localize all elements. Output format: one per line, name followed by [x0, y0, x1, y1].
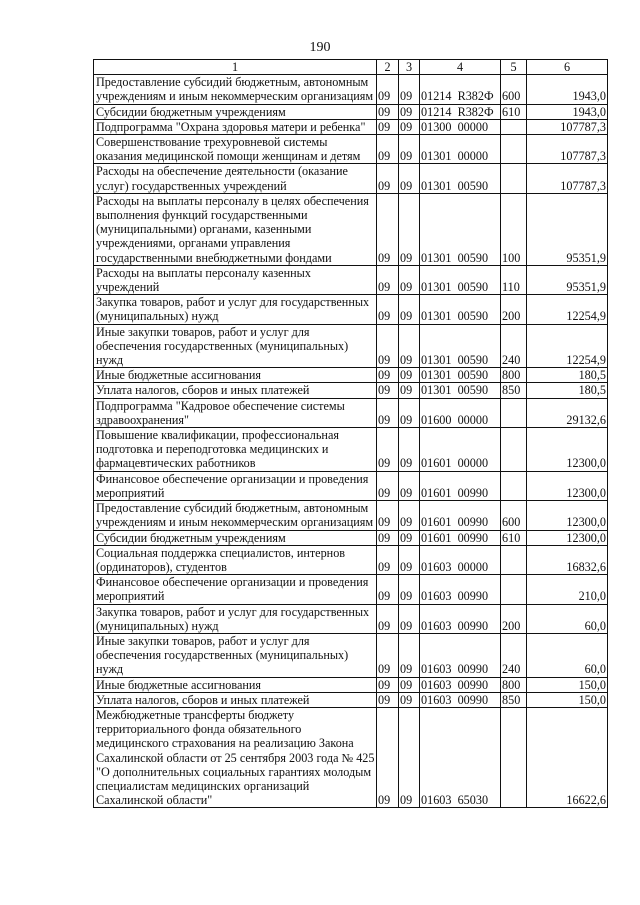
row-subsection-cell: 09 [399, 604, 420, 633]
row-amount-cell: 180,5 [527, 368, 608, 383]
row-name-cell: Уплата налогов, сборов и иных платежей [94, 692, 377, 707]
row-subsection-cell: 09 [399, 295, 420, 324]
column-header-6: 6 [527, 60, 608, 75]
table-body [94, 75, 608, 808]
row-amount-cell: 95351,9 [527, 193, 608, 265]
row-name-cell: Иные закупки товаров, работ и услуг для обеспечения государственных (муниципальных) нужд [94, 324, 377, 368]
row-target-article-cell: 01301 00590 [420, 383, 501, 398]
row-target-article-cell: 01601 00990 [420, 501, 501, 530]
row-name-cell: Иные закупки товаров, работ и услуг для обеспечения государственных (муниципальных) нужд [94, 633, 377, 677]
row-section-cell: 09 [377, 707, 399, 807]
row-subsection-cell: 09 [399, 104, 420, 119]
row-expense-type-cell [501, 398, 527, 427]
table-row [94, 545, 608, 574]
row-section-cell: 09 [377, 324, 399, 368]
row-subsection-cell: 09 [399, 119, 420, 134]
row-amount-cell: 16832,6 [527, 545, 608, 574]
row-expense-type-cell [501, 164, 527, 193]
row-name-cell: Финансовое обеспечение организации и проведения мероприятий [94, 575, 377, 604]
row-target-article-cell: 01603 00990 [420, 633, 501, 677]
row-amount-cell: 12300,0 [527, 501, 608, 530]
row-expense-type-cell: 800 [501, 677, 527, 692]
row-target-article-cell: 01301 00590 [420, 368, 501, 383]
row-amount-cell: 95351,9 [527, 265, 608, 294]
row-subsection-cell: 09 [399, 633, 420, 677]
row-expense-type-cell: 600 [501, 75, 527, 104]
row-subsection-cell: 09 [399, 135, 420, 164]
row-name-cell: Закупка товаров, работ и услуг для государственных (муниципальных) нужд [94, 295, 377, 324]
row-section-cell: 09 [377, 604, 399, 633]
row-target-article-cell: 01214 R382Ф [420, 75, 501, 104]
row-target-article-cell: 01601 00990 [420, 530, 501, 545]
row-expense-type-cell: 800 [501, 368, 527, 383]
row-name-cell: Иные бюджетные ассигнования [94, 368, 377, 383]
row-name-cell: Подпрограмма "Кадровое обеспечение системы здравоохранения" [94, 398, 377, 427]
table-row [94, 633, 608, 677]
row-amount-cell: 12254,9 [527, 295, 608, 324]
row-name-cell: Субсидии бюджетным учреждениям [94, 530, 377, 545]
row-name-cell: Расходы на выплаты персоналу в целях обеспечения выполнения функций государственными (муниципальными) органами, казенными учреждениями, органами управления государственными внебюджетными фондами [94, 193, 377, 265]
row-expense-type-cell [501, 575, 527, 604]
row-target-article-cell: 01603 00990 [420, 692, 501, 707]
row-target-article-cell: 01600 00000 [420, 398, 501, 427]
row-section-cell: 09 [377, 164, 399, 193]
row-section-cell: 09 [377, 575, 399, 604]
row-expense-type-cell: 100 [501, 193, 527, 265]
row-subsection-cell: 09 [399, 677, 420, 692]
row-expense-type-cell: 240 [501, 324, 527, 368]
row-expense-type-cell [501, 135, 527, 164]
row-target-article-cell: 01603 00000 [420, 545, 501, 574]
table-row [94, 575, 608, 604]
row-amount-cell: 107787,3 [527, 119, 608, 134]
row-amount-cell: 16622,6 [527, 707, 608, 807]
table-row [94, 135, 608, 164]
row-section-cell: 09 [377, 501, 399, 530]
row-target-article-cell: 01300 00000 [420, 119, 501, 134]
row-subsection-cell: 09 [399, 428, 420, 472]
row-expense-type-cell [501, 428, 527, 472]
row-subsection-cell: 09 [399, 530, 420, 545]
row-expense-type-cell [501, 707, 527, 807]
row-expense-type-cell [501, 119, 527, 134]
table-row [94, 530, 608, 545]
row-expense-type-cell: 240 [501, 633, 527, 677]
table-row [94, 501, 608, 530]
row-expense-type-cell: 200 [501, 295, 527, 324]
row-section-cell: 09 [377, 545, 399, 574]
row-amount-cell: 107787,3 [527, 135, 608, 164]
row-target-article-cell: 01603 00990 [420, 677, 501, 692]
page-number: 190 [309, 40, 331, 55]
row-subsection-cell: 09 [399, 471, 420, 500]
row-section-cell: 09 [377, 692, 399, 707]
table-row [94, 692, 608, 707]
row-section-cell: 09 [377, 633, 399, 677]
row-subsection-cell: 09 [399, 324, 420, 368]
row-target-article-cell: 01301 00590 [420, 324, 501, 368]
row-expense-type-cell: 600 [501, 501, 527, 530]
row-subsection-cell: 09 [399, 501, 420, 530]
budget-table [93, 59, 608, 808]
table-row [94, 677, 608, 692]
table-header-row [94, 60, 608, 75]
row-amount-cell: 12300,0 [527, 471, 608, 500]
row-section-cell: 09 [377, 265, 399, 294]
row-subsection-cell: 09 [399, 75, 420, 104]
row-amount-cell: 12300,0 [527, 530, 608, 545]
row-target-article-cell: 01301 00590 [420, 164, 501, 193]
row-subsection-cell: 09 [399, 193, 420, 265]
row-expense-type-cell [501, 471, 527, 500]
row-target-article-cell: 01603 00990 [420, 575, 501, 604]
table-row [94, 75, 608, 104]
row-section-cell: 09 [377, 193, 399, 265]
row-subsection-cell: 09 [399, 265, 420, 294]
row-name-cell: Повышение квалификации, профессиональная подготовка и переподготовка медицинских и фармацевтических работников [94, 428, 377, 472]
row-expense-type-cell: 110 [501, 265, 527, 294]
row-amount-cell: 60,0 [527, 633, 608, 677]
row-section-cell: 09 [377, 383, 399, 398]
row-expense-type-cell: 850 [501, 692, 527, 707]
row-section-cell: 09 [377, 75, 399, 104]
row-expense-type-cell: 610 [501, 530, 527, 545]
row-section-cell: 09 [377, 428, 399, 472]
row-section-cell: 09 [377, 135, 399, 164]
row-target-article-cell: 01603 00990 [420, 604, 501, 633]
table-row [94, 265, 608, 294]
row-name-cell: Уплата налогов, сборов и иных платежей [94, 383, 377, 398]
row-name-cell: Предоставление субсидий бюджетным, автономным учреждениям и иным некоммерческим организациям [94, 75, 377, 104]
row-name-cell: Расходы на выплаты персоналу казенных учреждений [94, 265, 377, 294]
row-name-cell: Расходы на обеспечение деятельности (оказание услуг) государственных учреждений [94, 164, 377, 193]
row-subsection-cell: 09 [399, 707, 420, 807]
row-expense-type-cell [501, 545, 527, 574]
row-name-cell: Подпрограмма "Охрана здоровья матери и ребенка" [94, 119, 377, 134]
row-section-cell: 09 [377, 471, 399, 500]
row-section-cell: 09 [377, 398, 399, 427]
row-amount-cell: 60,0 [527, 604, 608, 633]
row-section-cell: 09 [377, 368, 399, 383]
table-row [94, 193, 608, 265]
row-target-article-cell: 01301 00000 [420, 135, 501, 164]
row-target-article-cell: 01603 65030 [420, 707, 501, 807]
column-header-1: 1 [94, 60, 377, 75]
row-subsection-cell: 09 [399, 398, 420, 427]
row-name-cell: Субсидии бюджетным учреждениям [94, 104, 377, 119]
row-subsection-cell: 09 [399, 164, 420, 193]
row-expense-type-cell: 610 [501, 104, 527, 119]
row-subsection-cell: 09 [399, 692, 420, 707]
column-header-2: 2 [377, 60, 399, 75]
row-amount-cell: 12300,0 [527, 428, 608, 472]
row-target-article-cell: 01301 00590 [420, 295, 501, 324]
table-row [94, 428, 608, 472]
row-subsection-cell: 09 [399, 545, 420, 574]
row-target-article-cell: 01301 00590 [420, 193, 501, 265]
row-amount-cell: 12254,9 [527, 324, 608, 368]
row-subsection-cell: 09 [399, 575, 420, 604]
row-subsection-cell: 09 [399, 368, 420, 383]
row-amount-cell: 1943,0 [527, 75, 608, 104]
table-row [94, 295, 608, 324]
row-name-cell: Совершенствование трехуровневой системы оказания медицинской помощи женщинам и детям [94, 135, 377, 164]
table-row [94, 164, 608, 193]
table-row [94, 119, 608, 134]
row-amount-cell: 150,0 [527, 677, 608, 692]
row-name-cell: Предоставление субсидий бюджетным, автономным учреждениям и иным некоммерческим организациям [94, 501, 377, 530]
row-name-cell: Иные бюджетные ассигнования [94, 677, 377, 692]
row-section-cell: 09 [377, 119, 399, 134]
row-target-article-cell: 01601 00000 [420, 428, 501, 472]
row-section-cell: 09 [377, 104, 399, 119]
row-section-cell: 09 [377, 677, 399, 692]
row-amount-cell: 29132,6 [527, 398, 608, 427]
row-amount-cell: 107787,3 [527, 164, 608, 193]
column-header-5: 5 [501, 60, 527, 75]
row-name-cell: Финансовое обеспечение организации и проведения мероприятий [94, 471, 377, 500]
column-header-4: 4 [420, 60, 501, 75]
row-name-cell: Социальная поддержка специалистов, интернов (ординаторов), студентов [94, 545, 377, 574]
row-expense-type-cell: 850 [501, 383, 527, 398]
table-row [94, 707, 608, 807]
table-row [94, 104, 608, 119]
table-row [94, 471, 608, 500]
row-amount-cell: 1943,0 [527, 104, 608, 119]
row-amount-cell: 180,5 [527, 383, 608, 398]
table-row [94, 604, 608, 633]
table-row [94, 368, 608, 383]
row-amount-cell: 150,0 [527, 692, 608, 707]
column-header-3: 3 [399, 60, 420, 75]
row-target-article-cell: 01214 R382Ф [420, 104, 501, 119]
row-target-article-cell: 01601 00990 [420, 471, 501, 500]
table-row [94, 383, 608, 398]
row-expense-type-cell: 200 [501, 604, 527, 633]
row-section-cell: 09 [377, 295, 399, 324]
row-section-cell: 09 [377, 530, 399, 545]
row-name-cell: Межбюджетные трансферты бюджету территориального фонда обязательного медицинского страхования на реализацию Закона Сахалинской области от 25 сентября 2003 года № 425 "О дополнительных социальных гарантиях молодым специалистам медицинских организаций Сахалинской области" [94, 707, 377, 807]
row-amount-cell: 210,0 [527, 575, 608, 604]
table-row [94, 398, 608, 427]
row-subsection-cell: 09 [399, 383, 420, 398]
table-row [94, 324, 608, 368]
row-target-article-cell: 01301 00590 [420, 265, 501, 294]
row-name-cell: Закупка товаров, работ и услуг для государственных (муниципальных) нужд [94, 604, 377, 633]
